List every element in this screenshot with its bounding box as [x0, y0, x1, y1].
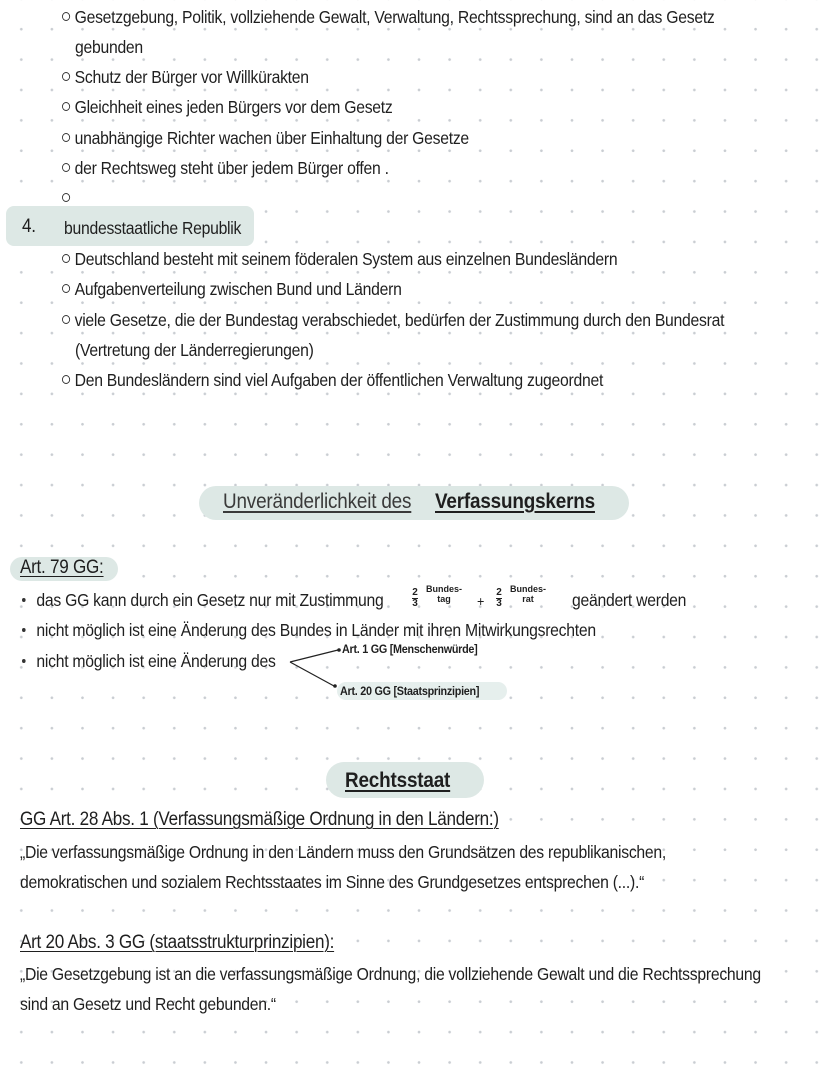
fraction-label-bundestag: Bundes- tag — [426, 584, 462, 604]
list-item: Deutschland besteht mit seinem föderalen System aus einzelnen Bundesländern — [62, 248, 617, 270]
circle-bullet-icon — [62, 163, 70, 172]
plus-sign: + — [477, 593, 485, 609]
section-title-part2: Verfassungskerns — [435, 490, 595, 513]
branch-label-art20: Art. 20 GG [Staatsprinzipien] — [340, 684, 480, 698]
circle-bullet-icon — [62, 12, 70, 21]
arrow-tip-lower — [333, 684, 337, 688]
list-item: nicht möglich ist eine Änderung des Bundes in Länder mit ihren Mitwirkungsrechten — [22, 619, 596, 641]
bullet-dot-icon — [22, 659, 26, 663]
list-item: der Rechtsweg steht über jedem Bürger offen . — [62, 157, 389, 179]
circle-bullet-icon — [62, 133, 70, 142]
list-item: nicht möglich ist eine Änderung des — [22, 650, 276, 672]
section-title-part1: Unveränderlichkeit des — [223, 490, 412, 513]
list-item: Aufgabenverteilung zwischen Bund und Ländern — [62, 278, 402, 300]
branch-line-upper — [290, 650, 338, 662]
quote-line: „Die verfassungsmäßige Ordnung in den Ländern muss den Grundsätzen des republikanischen, — [20, 842, 667, 862]
list-item: unabhängige Richter wachen über Einhaltung der Gesetze — [62, 127, 469, 149]
circle-bullet-icon — [62, 315, 70, 324]
list-item: Schutz der Bürger vor Willkürakten — [62, 66, 309, 88]
article-reference: Art. 79 GG: — [20, 557, 104, 578]
quote-line: sind an Gesetz und Recht gebunden.“ — [20, 994, 276, 1014]
circle-bullet-icon — [62, 193, 70, 202]
arrow-tip-upper — [337, 648, 341, 652]
bullet-dot-icon — [22, 598, 26, 602]
branch-line-lower — [290, 662, 334, 686]
list-item: viele Gesetze, die der Bundestag verabschiedet, bedürfen der Zustimmung durch den Bundesrat — [62, 309, 724, 331]
article-reference: Art 20 Abs. 3 GG (staatsstrukturprinzipien): — [20, 932, 335, 953]
circle-bullet-icon — [62, 284, 70, 293]
branch-label-art1: Art. 1 GG [Menschenwürde] — [342, 642, 478, 656]
list-item: Den Bundesländern sind viel Aufgaben der öffentlichen Verwaltung zugeordnet — [62, 369, 603, 391]
circle-bullet-icon — [62, 254, 70, 263]
article-reference: GG Art. 28 Abs. 1 (Verfassungsmäßige Ordnung in den Ländern:) — [20, 809, 499, 830]
bullet-dot-icon — [22, 628, 26, 632]
list-item-continuation: gebunden — [75, 37, 143, 57]
circle-bullet-icon — [62, 102, 70, 111]
section-heading: bundesstaatliche Republik — [64, 218, 242, 238]
list-item: das GG kann durch ein Gesetz nur mit Zustimmung — [22, 589, 383, 611]
fraction-bundestag: 2 3 — [412, 587, 418, 609]
circle-bullet-icon — [62, 375, 70, 384]
list-item: Gleichheit eines jeden Bürgers vor dem Gesetz — [62, 96, 392, 118]
quote-line: „Die Gesetzgebung ist an die verfassungsmäßige Ordnung, die vollziehende Gewalt und die Rechtssprechung — [20, 964, 761, 984]
circle-bullet-icon — [62, 72, 70, 81]
section-title-rechtsstaat: Rechtsstaat — [345, 769, 451, 792]
fraction-bundesrat: 2 3 — [496, 587, 502, 609]
fraction-label-bundesrat: Bundes- rat — [510, 584, 546, 604]
quote-line: demokratischen und sozialem Rechtsstaates im Sinne des Grundgesetzes entsprechen (...).“ — [20, 872, 645, 892]
section-number: 4. — [22, 216, 36, 237]
list-item-continuation: (Vertretung der Länderregierungen) — [75, 340, 314, 360]
list-item: Gesetzgebung, Politik, vollziehende Gewalt, Verwaltung, Rechtssprechung, sind an das Gesetz — [62, 6, 715, 28]
list-item-end: geändert werden — [572, 590, 687, 610]
